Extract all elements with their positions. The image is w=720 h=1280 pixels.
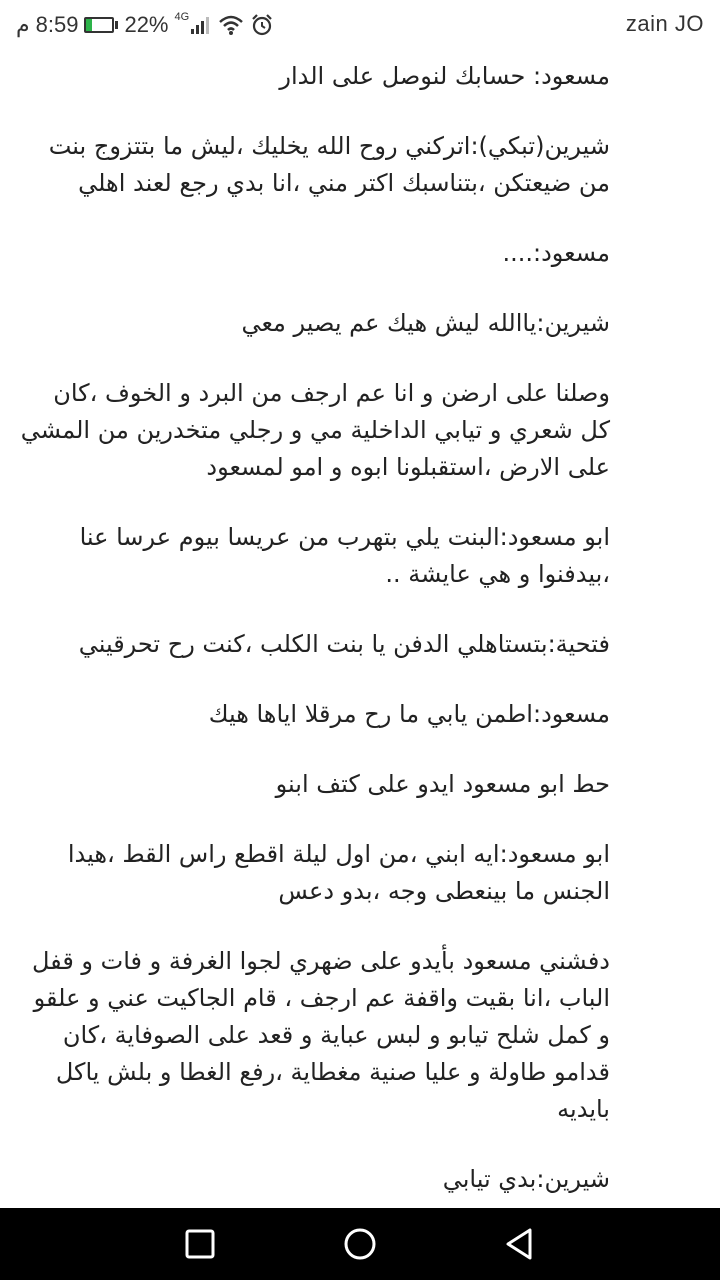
- story-paragraph: مسعود:اطمن يابي ما رح مرقلا اياها هيك: [208, 700, 610, 728]
- story-paragraph: ابو مسعود:ايه ابني ،من اول ليلة اقطع راس القط ،هيدا الجنس ما بينعطى وجه ،بدو دعس: [67, 840, 610, 905]
- alarm-icon: [250, 13, 274, 37]
- story-paragraph: وصلنا على ارضن و انا عم ارجف من البرد و الخوف ،كان كل شعري و تيابي الداخلية مي و رجلي متخدرين من المشي على الارض ،استقبلونا ابوه و امو لمسعود: [20, 379, 610, 481]
- story-content[interactable]: [0, 50, 720, 1195]
- story-paragraph: حط ابو مسعود ايدو على كتف ابنو: [275, 770, 610, 798]
- story-paragraph: مسعود: حسابك لنوصل على الدار: [279, 62, 610, 90]
- navigation-bar: [0, 1208, 720, 1280]
- story-paragraph: شيرين:بدي تيابي: [442, 1165, 610, 1193]
- story-paragraph: دفشني مسعود بأيدو على ضهري لجوا الغرفة و فات و قفل الباب ،انا بقيت واقفة عم ارجف ، قام الجاكيت عني و علقو و كمل شلح تيابو و لبس عباية و قعد على الصوفاية ،كان قدامو طاولة و عليا صنية مغطاية ،رفع الغطا و بلش ياكل بايديه: [32, 947, 610, 1123]
- status-time: 8:59: [35, 12, 79, 37]
- story-paragraph: فتحية:بتستاهلي الدفن يا بنت الكلب ،كنت رح تحرقيني: [78, 630, 610, 658]
- signal-icon: [190, 15, 212, 35]
- battery-icon: [84, 17, 118, 33]
- wifi-icon: [218, 14, 244, 36]
- story-paragraph: ابو مسعود:البنت يلي بتهرب من عريسا بيوم عرسا عنا ،بيدفنوا و هي عايشة ..: [79, 523, 610, 588]
- story-paragraph: شيرين(تبكي):اتركني روح الله يخليك ،ليش ما بتتزوج بنت من ضيعتكن ،بتناسبك اكتر مني ،انا بدي رجع لعند اهلي: [48, 132, 610, 197]
- story-paragraph: مسعود:....: [502, 239, 610, 267]
- back-triangle-icon[interactable]: [502, 1226, 538, 1262]
- story-paragraph: شيرين:ياالله ليش هيك عم يصير معي: [241, 309, 610, 337]
- network-type: 4G: [174, 11, 190, 23]
- home-circle-icon[interactable]: [342, 1226, 378, 1262]
- status-period: م: [16, 12, 30, 37]
- status-bar: [0, 0, 720, 50]
- battery-percent: 22%: [124, 12, 169, 37]
- status-left-group: [16, 10, 280, 40]
- carrier-name: zain JO: [625, 11, 704, 36]
- recents-square-icon[interactable]: [182, 1226, 218, 1262]
